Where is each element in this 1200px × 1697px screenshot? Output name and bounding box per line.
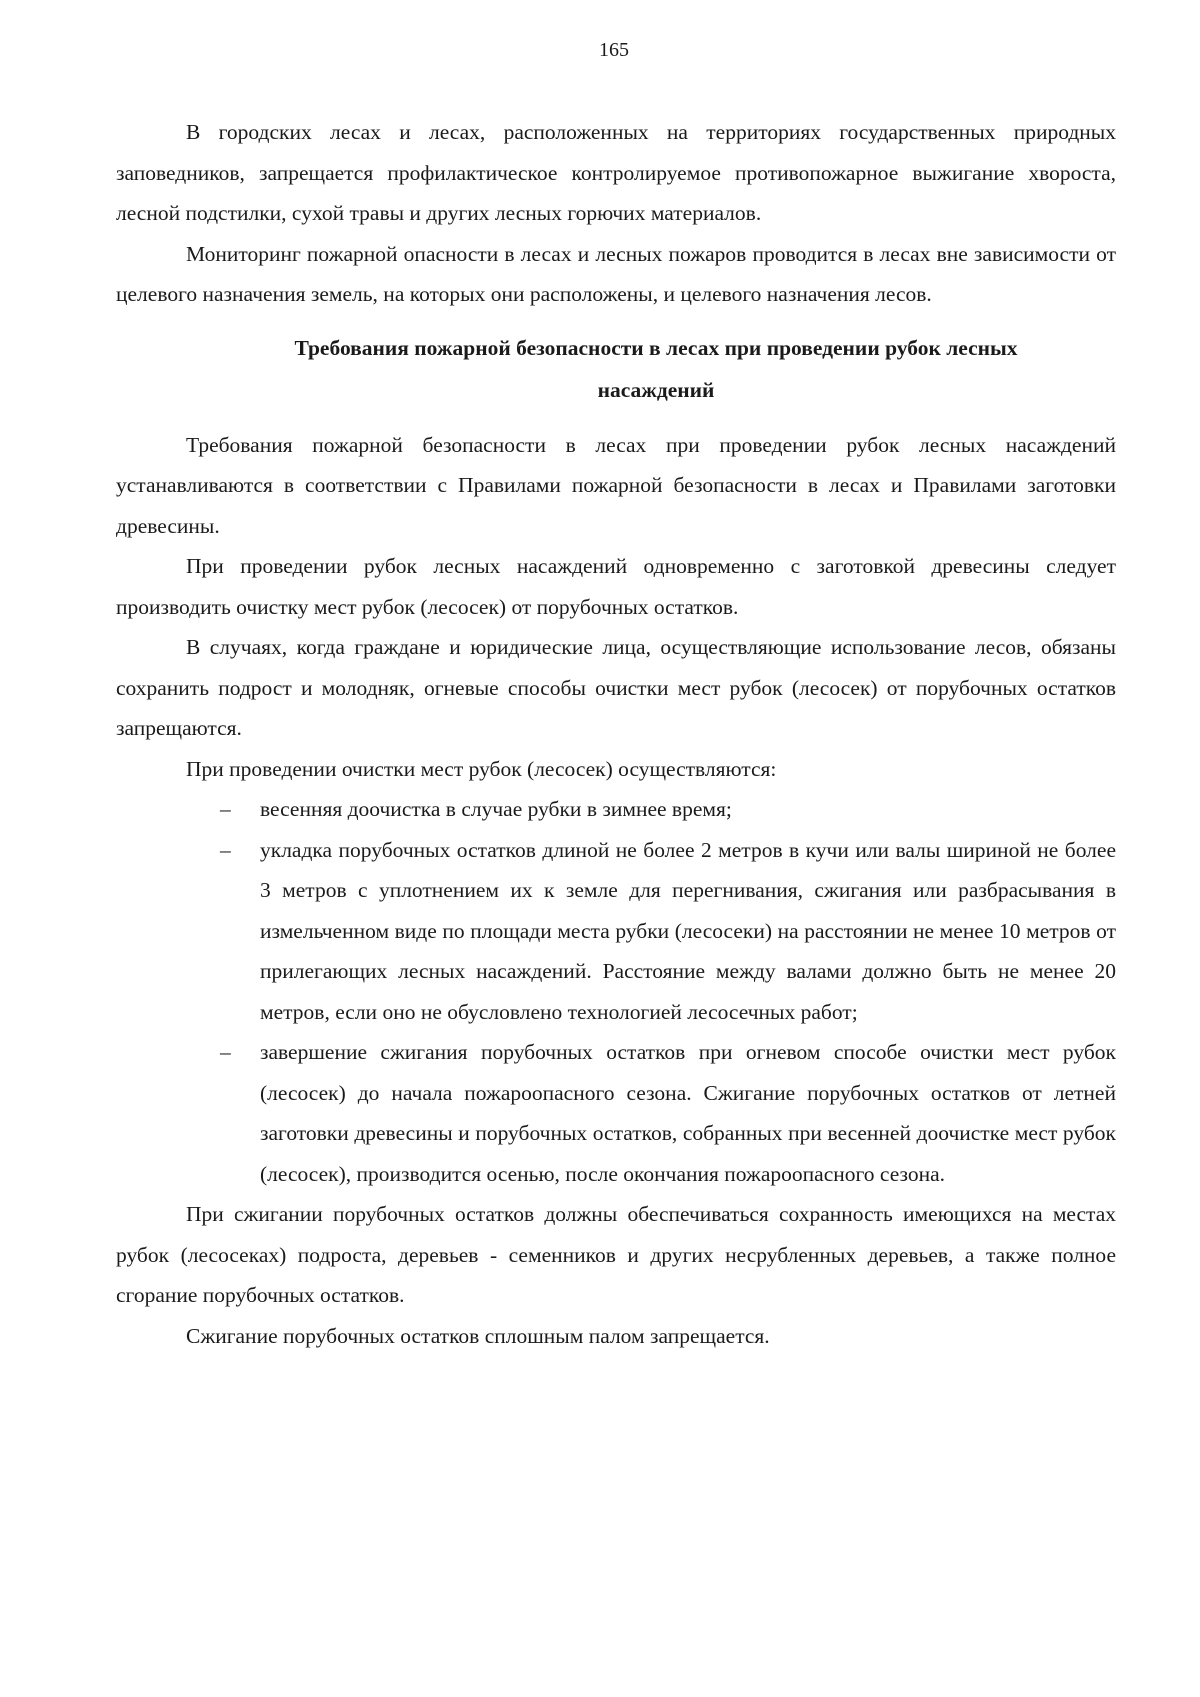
list-dash-marker: –: [220, 797, 231, 821]
body-paragraph: Мониторинг пожарной опасности в лесах и лесных пожаров проводится в лесах вне зависимости от целевого назначения земель, на которых они расположены, и целевого назначения лесов.: [116, 241, 1116, 306]
section-heading: Требования пожарной безопасности в лесах при проведении рубок лесных насаждений: [294, 335, 1018, 402]
list-dash-marker: –: [220, 837, 231, 862]
document-body: [116, 112, 1116, 1356]
page-number: 165: [599, 39, 629, 61]
body-paragraph: При проведении рубок лесных насаждений одновременно с заготовкой древесины следует производить очистку мест рубок (лесосек) от порубочных остатков.: [116, 554, 1116, 619]
list-item: [116, 1032, 1116, 1194]
body-paragraph: При сжигании порубочных остатков должны обеспечиваться сохранность имеющихся на местах рубок (лесосеках) подроста, деревьев - семенников и других несрубленных деревьев, а также полное сгорание порубочных остатков.: [116, 1202, 1116, 1307]
body-paragraph: В случаях, когда граждане и юридические лица, осуществляющие использование лесов, обязаны сохранить подрост и молодняк, огневые способы очистки мест рубок (лесосек) от порубочных остатков запрещаются.: [116, 635, 1116, 740]
body-paragraph: При проведении очистки мест рубок (лесосек) осуществляются:: [186, 756, 777, 781]
list-dash-marker: –: [220, 1040, 231, 1064]
section-heading-block: [116, 327, 1116, 411]
list-item: [116, 830, 1116, 1033]
list-item-text: укладка порубочных остатков длиной не более 2 метров в кучи или валы шириной не более 3 метров с уплотнением их к земле для перегнивания, сжигания или разбрасывания в измельченном виде по площади места рубки (лесосеки) на расстоянии не менее 10 метров от прилегающих лесных насаждений. Расстояние между валами должно быть не менее 20 метров, если оно не обусловлено технологией лесосечных работ;: [260, 837, 1116, 1024]
list-item-text: весенняя доочистка в случае рубки в зимнее время;: [260, 797, 732, 821]
list-item: [116, 789, 1116, 830]
body-paragraph: Сжигание порубочных остатков сплошным палом запрещается.: [186, 1323, 770, 1348]
body-paragraph: В городских лесах и лесах, расположенных на территориях государственных природных заповедников, запрещается профилактическое контролируемое противопожарное выжигание хвороста, лесной подстилки, сухой травы и других лесных горючих материалов.: [116, 120, 1116, 225]
requirements-list: [116, 789, 1116, 1194]
body-paragraph: Требования пожарной безопасности в лесах при проведении рубок лесных насаждений устанавливаются в соответствии с Правилами пожарной безопасности в лесах и Правилами заготовки древесины.: [116, 432, 1116, 538]
list-item-text: завершение сжигания порубочных остатков при огневом способе очистки мест рубок (лесосек) до начала пожароопасного сезона. Сжигание порубочных остатков от летней заготовки древесины и порубочных остатков, собранных при весенней доочистке мест рубок (лесосек), производится осенью, после окончания пожароопасного сезона.: [260, 1040, 1116, 1186]
